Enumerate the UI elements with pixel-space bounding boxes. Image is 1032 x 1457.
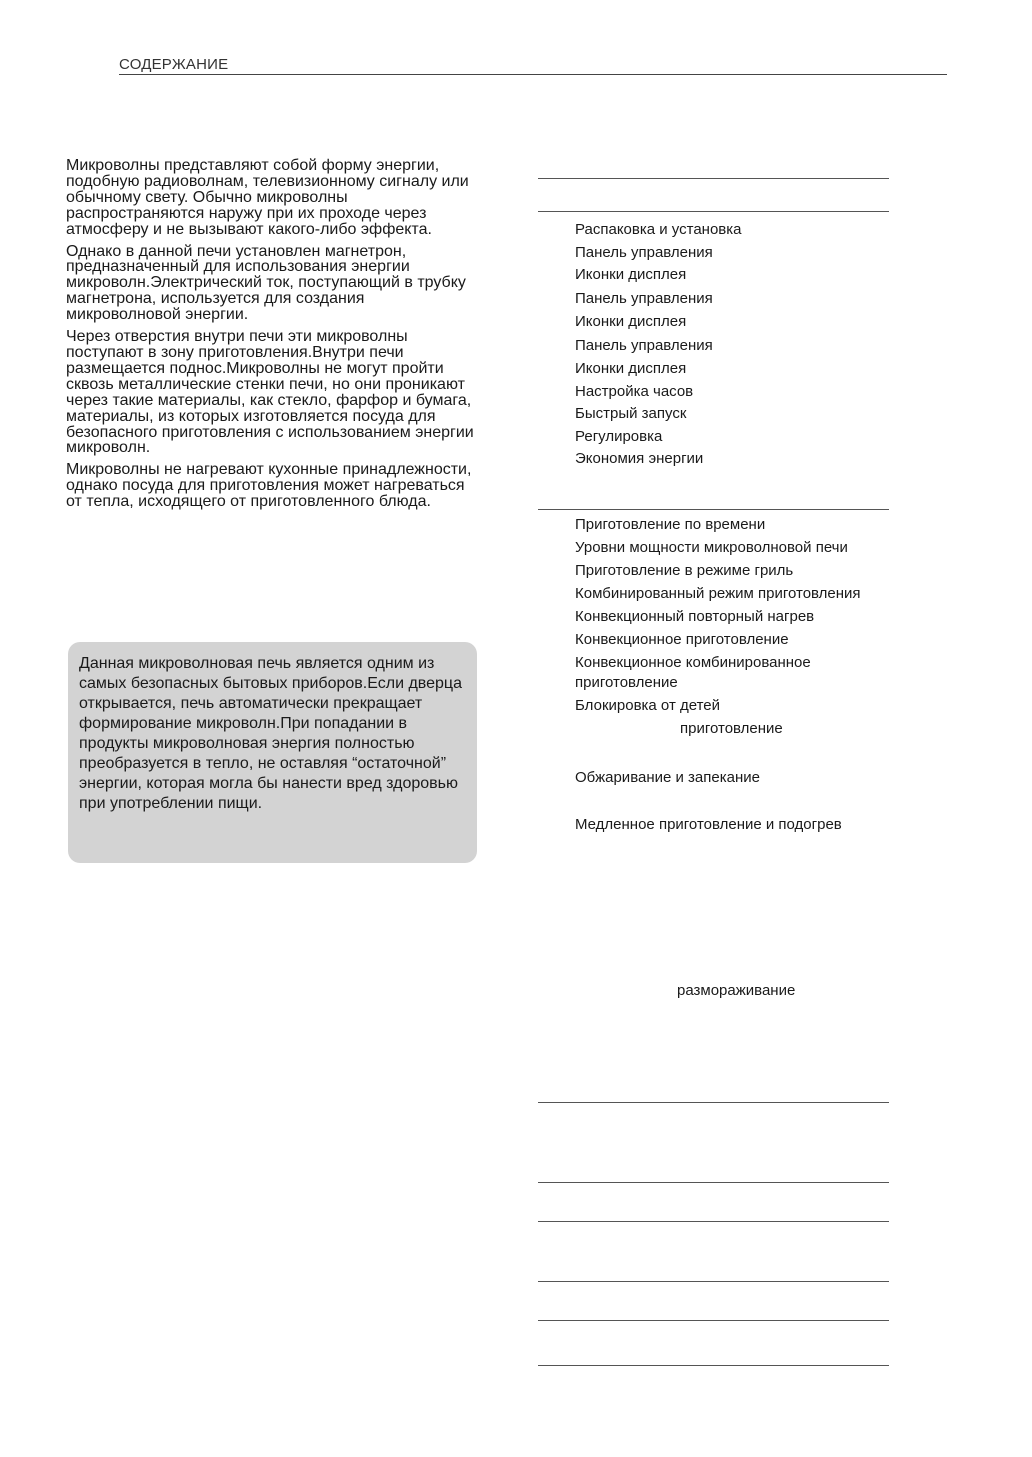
toc-item[interactable]: размораживание — [677, 982, 796, 999]
toc-item[interactable]: Обжаривание и запекание — [575, 769, 760, 786]
toc-item[interactable]: Иконки дисплея — [575, 313, 687, 330]
toc-item[interactable]: Панель управления — [575, 337, 713, 354]
toc-item[interactable]: Уровни мощности микроволновой печи — [575, 539, 848, 556]
toc-item[interactable]: Панель управления — [575, 290, 713, 307]
toc-item[interactable]: приготовление — [575, 674, 678, 691]
toc-item[interactable]: Настройка часов — [575, 383, 694, 400]
toc-divider — [538, 211, 889, 212]
intro-paragraph: Микроволны представляют собой форму энергии, подобную радиоволнам, телевизионному сигналу или обычному свету. Обычно микроволны распространяются наружу при их проходе через атмосферу и не вызывают какого-либо эффекта. — [66, 157, 469, 238]
toc-divider — [538, 1221, 889, 1222]
toc-item[interactable]: Экономия энергии — [575, 450, 704, 467]
toc-item[interactable]: Приготовление по времени — [575, 516, 766, 533]
toc-item[interactable]: Быстрый запуск — [575, 405, 687, 422]
toc-item[interactable]: Медленное приготовление и подогрев — [575, 816, 842, 833]
toc-divider — [538, 1281, 889, 1282]
toc-divider — [538, 178, 889, 179]
intro-paragraph: Через отверстия внутри печи эти микроволны поступают в зону приготовления.Внутри печи размещается поднос.Микроволны не могут пройти сквозь металлические стенки печи, но они проникают через такие материалы, как стекло, фарфор и бумага, материалы, из которых изготовляется посуда для безопасного приготовления с использованием энергии микроволн. — [66, 328, 474, 457]
toc-item[interactable]: Конвекционное комбинированное — [575, 654, 811, 671]
toc-item[interactable]: Панель управления — [575, 244, 713, 261]
toc-divider — [538, 509, 889, 510]
toc-divider — [538, 1365, 889, 1366]
toc-item[interactable]: Иконки дисплея — [575, 266, 687, 283]
toc-item[interactable]: Конвекционный повторный нагрев — [575, 608, 815, 625]
intro-paragraph: Однако в данной печи установлен магнетрон, предназначенный для использования энергии микроволн.Электрический ток, поступающий в трубку магнетрона, используется для создания микроволновой энергии. — [66, 242, 466, 324]
toc-item[interactable]: Распаковка и установка — [575, 221, 742, 238]
toc-item[interactable]: Иконки дисплея — [575, 360, 687, 377]
toc-divider — [538, 1182, 889, 1183]
toc-item[interactable]: Регулировка — [575, 428, 663, 445]
toc-item[interactable]: приготовление — [680, 720, 783, 737]
intro-text — [66, 158, 476, 516]
intro-paragraph: Микроволны не нагревают кухонные принадлежности, однако посуда для приготовления может нагреваться от тепла, исходящего от приготовленного блюда. — [66, 461, 472, 511]
header-divider — [119, 74, 947, 75]
safety-note-text: Данная микроволновая печь является одним из самых безопасных бытовых приборов.Если дверца открывается, печь автоматически прекращает формирование микроволн.При попадании в продукты микроволновая энергия полностью преобразуется в тепло, не оставляя “остаточной” энергии, которая могла бы нанести вред здоровью при употреблении пищи. — [79, 655, 462, 812]
toc-item[interactable]: Комбинированный режим приготовления — [575, 585, 861, 602]
toc-item[interactable]: Блокировка от детей — [575, 697, 721, 714]
toc-divider — [538, 1102, 889, 1103]
toc-divider — [538, 1320, 889, 1321]
toc-item[interactable]: Конвекционное приготовление — [575, 631, 789, 648]
page-title: СОДЕРЖАНИЕ — [119, 56, 229, 73]
toc-item[interactable]: Приготовление в режиме гриль — [575, 562, 794, 579]
safety-note-box — [68, 642, 477, 863]
